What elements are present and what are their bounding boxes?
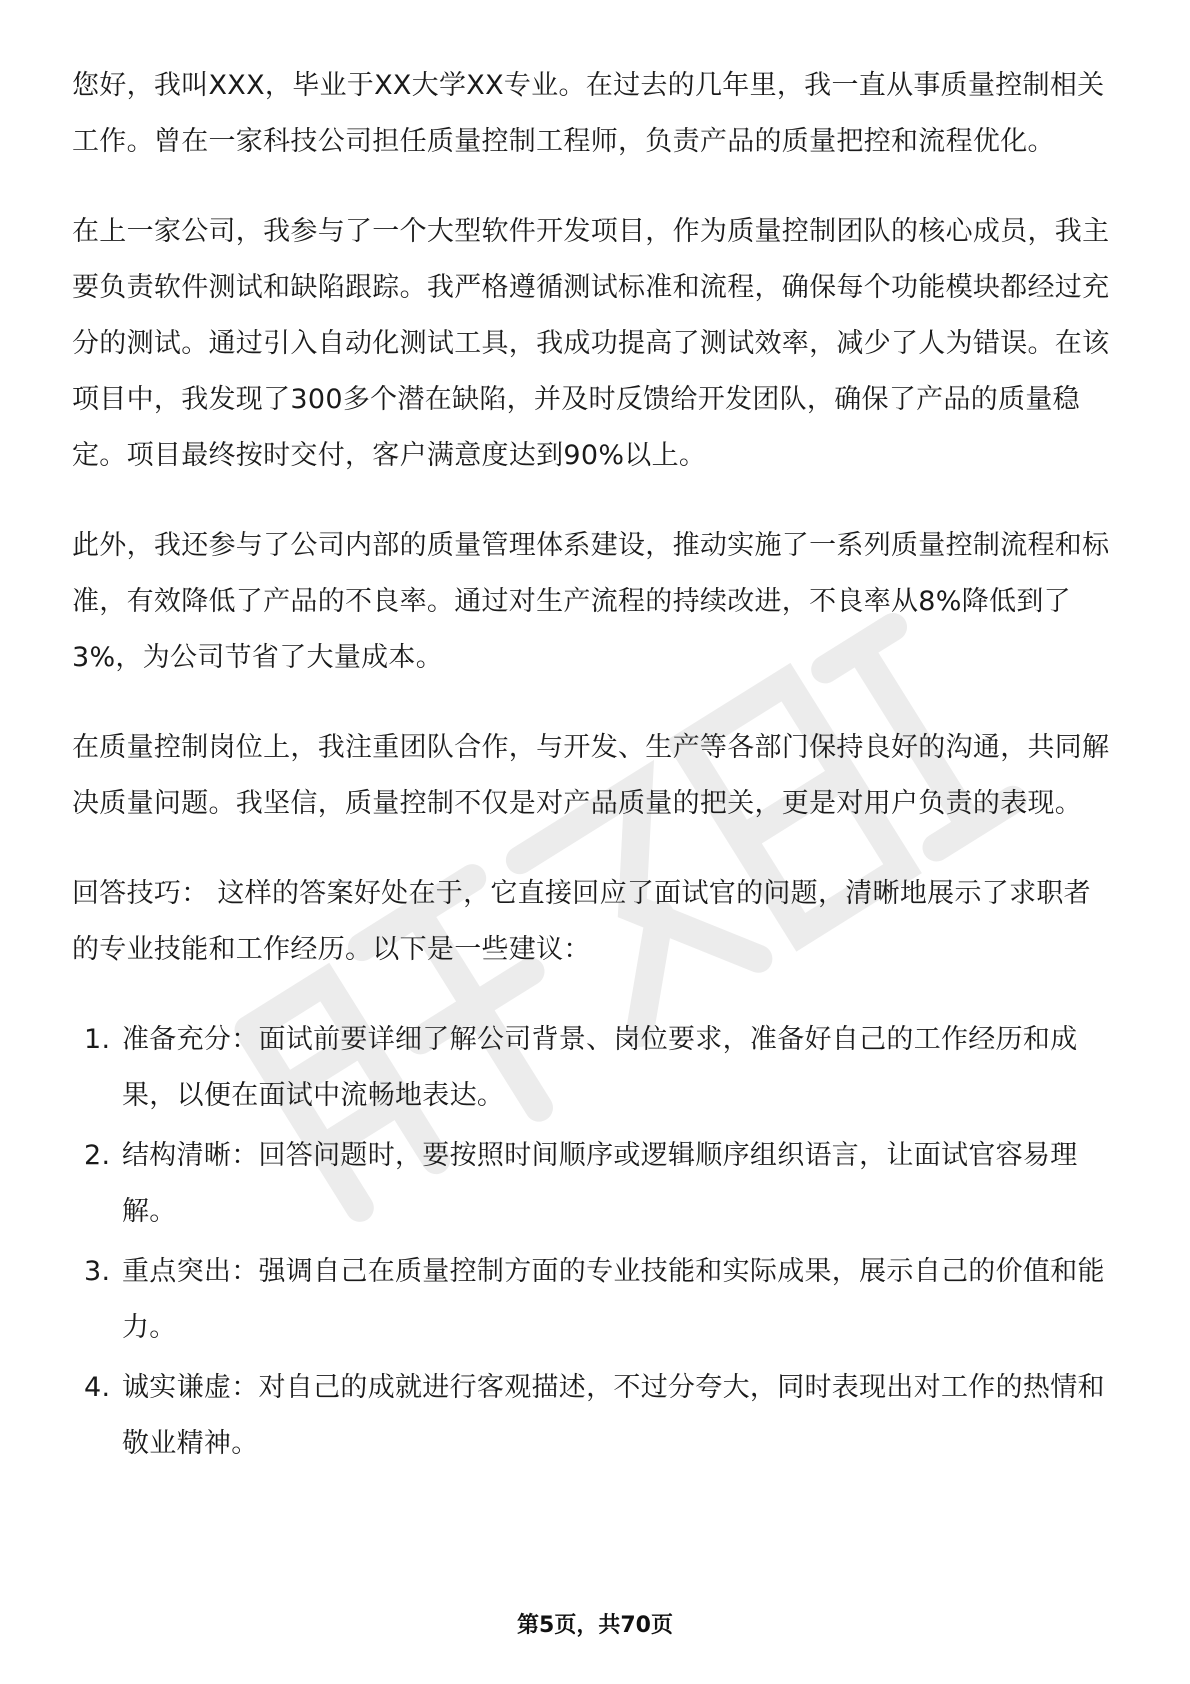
list-item-text: 结构清晰：回答问题时，要按照时间顺序或逻辑顺序组织语言，让面试官容易理解。: [122, 1140, 1078, 1227]
list-number: 4.: [84, 1372, 111, 1403]
paragraph-project: 在上一家公司，我参与了一个大型软件开发项目，作为质量控制团队的核心成员，我主要负责软件测试和缺陷跟踪。我严格遵循测试标准和流程，确保每个功能模块都经过充分的测试。通过引入自动化测试工具，我成功提高了测试效率，减少了人为错误。在该项目中，我发现了300多个潜在缺陷，并及时反馈给开发团队，确保了产品的质量稳定。项目最终按时交付，客户满意度达到90%以上。: [72, 216, 1110, 471]
paragraph-answer-tips: 回答技巧： 这样的答案好处在于，它直接回应了面试官的问题，清晰地展示了求职者的专业技能和工作经历。以下是一些建议：: [72, 878, 1091, 965]
page-number-footer: 第5页，共70页: [517, 1613, 673, 1638]
paragraph-quality-system: 此外，我还参与了公司内部的质量管理体系建设，推动实施了一系列质量控制流程和标准，有效降低了产品的不良率。通过对生产流程的持续改进，不良率从8%降低到了3%，为公司节省了大量成本。: [72, 530, 1110, 673]
tips-list: [72, 1012, 1117, 1472]
list-item-text: 重点突出：强调自己在质量控制方面的专业技能和实际成果，展示自己的价值和能力。: [122, 1256, 1105, 1343]
list-item: [72, 1244, 1117, 1356]
list-item: [72, 1012, 1117, 1124]
paragraph-intro: 您好，我叫XXX，毕业于XX大学XX专业。在过去的几年里，我一直从事质量控制相关工作。曾在一家科技公司担任质量控制工程师，负责产品的质量把控和流程优化。: [72, 70, 1105, 157]
list-number: 1.: [84, 1024, 111, 1055]
document-body: [72, 58, 1117, 1476]
paragraph-teamwork: 在质量控制岗位上，我注重团队合作，与开发、生产等各部门保持良好的沟通，共同解决质量问题。我坚信，质量控制不仅是对产品质量的把关，更是对用户负责的表现。: [72, 732, 1110, 819]
list-number: 2.: [84, 1140, 111, 1171]
list-number: 3.: [84, 1256, 111, 1287]
list-item-text: 准备充分：面试前要详细了解公司背景、岗位要求，准备好自己的工作经历和成果，以便在面试中流畅地表达。: [122, 1024, 1078, 1111]
list-item: [72, 1128, 1117, 1240]
list-item-text: 诚实谦虚：对自己的成就进行客观描述，不过分夸大，同时表现出对工作的热情和敬业精神。: [122, 1372, 1105, 1459]
list-item: [72, 1360, 1117, 1472]
